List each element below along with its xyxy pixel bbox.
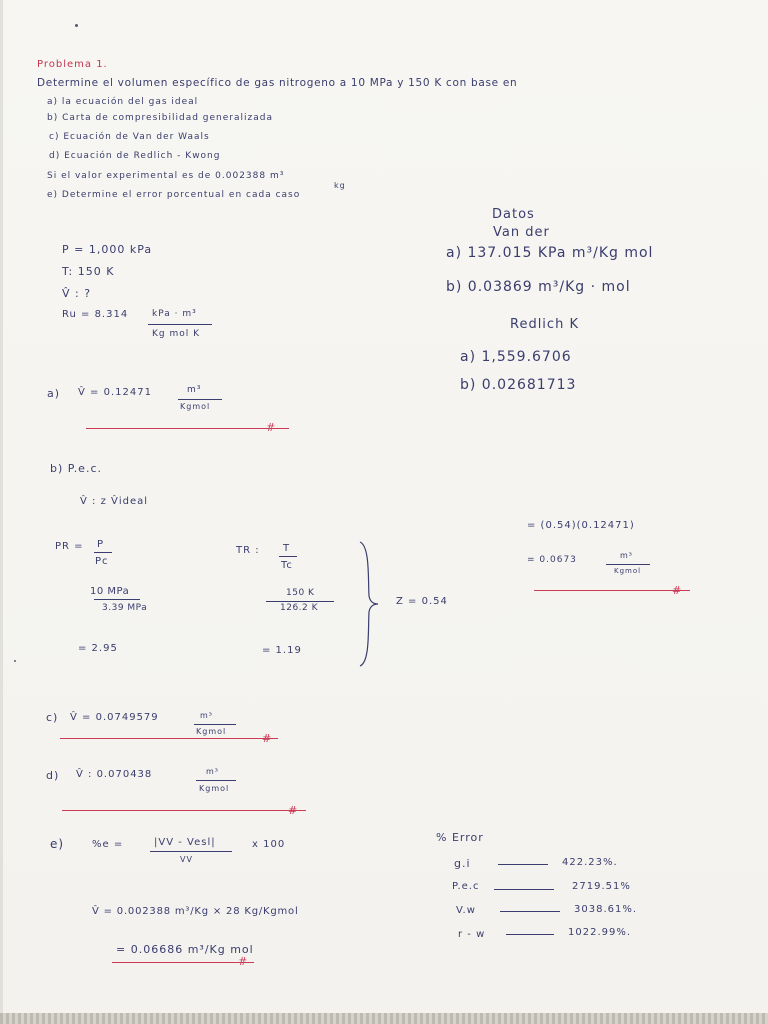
fraction-line	[148, 324, 212, 325]
fraction-line	[196, 780, 236, 781]
part-b-formula: V̂ : z V̂ideal	[80, 496, 149, 507]
pr-label: PR =	[55, 541, 84, 552]
part-c-unit-num: m³	[200, 711, 213, 720]
part-d-unit-num: m³	[206, 767, 219, 776]
error-row-name: r - w	[458, 929, 486, 940]
fraction-line	[266, 601, 334, 602]
fraction-line	[279, 556, 297, 557]
page-bottom-edge	[0, 1013, 768, 1024]
part-b-result: = 0.0673	[527, 555, 577, 565]
part-a-value: V̂ = 0.12471	[78, 387, 152, 398]
error-table-title: % Error	[436, 831, 484, 844]
leader-line	[506, 934, 554, 935]
rk-a-value: a) 1,559.6706	[460, 349, 572, 365]
ink-dot	[75, 24, 78, 27]
redlich-label: Redlich K	[510, 317, 579, 332]
tr-label: TR :	[236, 545, 260, 556]
part-c-label: c)	[46, 711, 59, 724]
rk-b-value: b) 0.02681713	[460, 377, 577, 393]
tr-den: Tc	[281, 560, 293, 571]
fraction-line	[194, 724, 236, 725]
problem-item-b: b) Carta de compresibilidad generalizada	[47, 113, 273, 123]
brace-icon	[356, 540, 380, 668]
error-formula-den: VV	[180, 855, 193, 864]
part-a-unit-num: m³	[187, 385, 202, 395]
error-row-value: 3038.61%.	[574, 904, 638, 915]
fraction-line	[606, 564, 650, 565]
answer-underline	[86, 428, 289, 429]
given-temperature: T: 150 K	[62, 265, 115, 278]
given-pressure: P = 1,000 kPa	[62, 243, 153, 256]
answer-mark: #	[238, 955, 248, 968]
part-b-unit-den: Kgmol	[614, 567, 642, 575]
conversion-result: = 0.06686 m³/Kg mol	[116, 943, 254, 956]
answer-mark: #	[672, 584, 682, 597]
tr-val-den: 126.2 K	[280, 603, 319, 613]
answer-underline	[112, 962, 254, 963]
given-volume: V̂ : ?	[62, 287, 92, 300]
fraction-line	[150, 851, 232, 852]
part-a-label: a)	[47, 387, 61, 400]
part-a-unit-den: Kgmol	[180, 402, 211, 411]
datos-title: Datos	[492, 207, 535, 222]
ink-dot	[14, 660, 16, 662]
leader-line	[500, 911, 560, 912]
vdw-b-value: b) 0.03869 m³/Kg · mol	[446, 279, 631, 295]
problem-item-e: e) Determine el error porcentual en cada caso	[47, 190, 301, 200]
leader-line	[494, 889, 554, 890]
part-e-label: e)	[50, 837, 65, 851]
leader-line	[498, 864, 548, 865]
part-b-unit-num: m³	[620, 551, 633, 560]
problem-statement: Determine el volumen específico de gas nitrogeno a 10 MPa y 150 K con base en	[37, 77, 518, 89]
part-b-calc: = (0.54)(0.12471)	[527, 520, 635, 531]
part-d-value: V̂ : 0.070438	[76, 769, 153, 780]
page-left-edge	[0, 0, 3, 1024]
conversion-formula: V̂ = 0.002388 m³/Kg × 28 Kg/Kgmol	[92, 906, 299, 917]
fraction-line	[94, 552, 112, 553]
problem-item-c: c) Ecuación de Van der Waals	[49, 132, 210, 142]
error-row-value: 422.23%.	[562, 857, 618, 868]
pr-result: = 2.95	[78, 643, 118, 654]
error-row-value: 2719.51%	[572, 881, 631, 892]
error-formula-mult: x 100	[252, 839, 286, 850]
tr-val-num: 150 K	[286, 588, 315, 598]
pr-den: Pc	[95, 556, 109, 567]
error-row-name: V.w	[456, 905, 476, 916]
given-ru-unit-num: kPa · m³	[152, 309, 197, 319]
error-row-value: 1022.99%.	[568, 927, 632, 938]
fraction-line	[94, 599, 140, 600]
problem-item-d: d) Ecuación de Redlich - Kwong	[49, 151, 221, 161]
pr-val-num: 10 MPa	[90, 586, 130, 597]
tr-result: = 1.19	[262, 645, 302, 656]
vdw-a-value: a) 137.015 KPa m³/Kg mol	[446, 245, 654, 261]
part-c-unit-den: Kgmol	[196, 727, 227, 736]
problem-title: Problema 1.	[37, 59, 108, 70]
answer-mark: #	[262, 732, 272, 745]
answer-underline	[60, 738, 278, 739]
tr-num: T	[283, 543, 291, 554]
fraction-line	[178, 399, 222, 400]
problem-item-a: a) la ecuación del gas ideal	[47, 97, 199, 107]
answer-underline	[534, 590, 690, 591]
given-ru: Ru = 8.314	[62, 309, 129, 320]
part-b-label: b) P.e.c.	[50, 462, 102, 475]
part-d-label: d)	[46, 769, 60, 782]
error-formula-num: |VV - Vesl|	[154, 837, 216, 848]
experimental-value: Si el valor experimental es de 0.002388 m³	[47, 171, 285, 181]
given-ru-unit-den: Kg mol K	[152, 329, 201, 339]
answer-mark: #	[266, 421, 276, 434]
part-d-unit-den: Kgmol	[199, 784, 230, 793]
error-row-name: g.i	[454, 857, 471, 870]
answer-underline	[62, 810, 306, 811]
pr-val-den: 3.39 MPa	[102, 603, 148, 613]
z-value: Z = 0.54	[396, 596, 448, 607]
error-row-name: P.e.c	[452, 881, 480, 892]
part-c-value: V̂ = 0.0749579	[70, 712, 159, 723]
pr-num: P	[97, 539, 105, 550]
experimental-unit: kg	[334, 181, 346, 190]
van-der-label: Van der	[493, 225, 550, 240]
error-formula-lhs: %e =	[92, 839, 124, 850]
answer-mark: #	[288, 804, 298, 817]
